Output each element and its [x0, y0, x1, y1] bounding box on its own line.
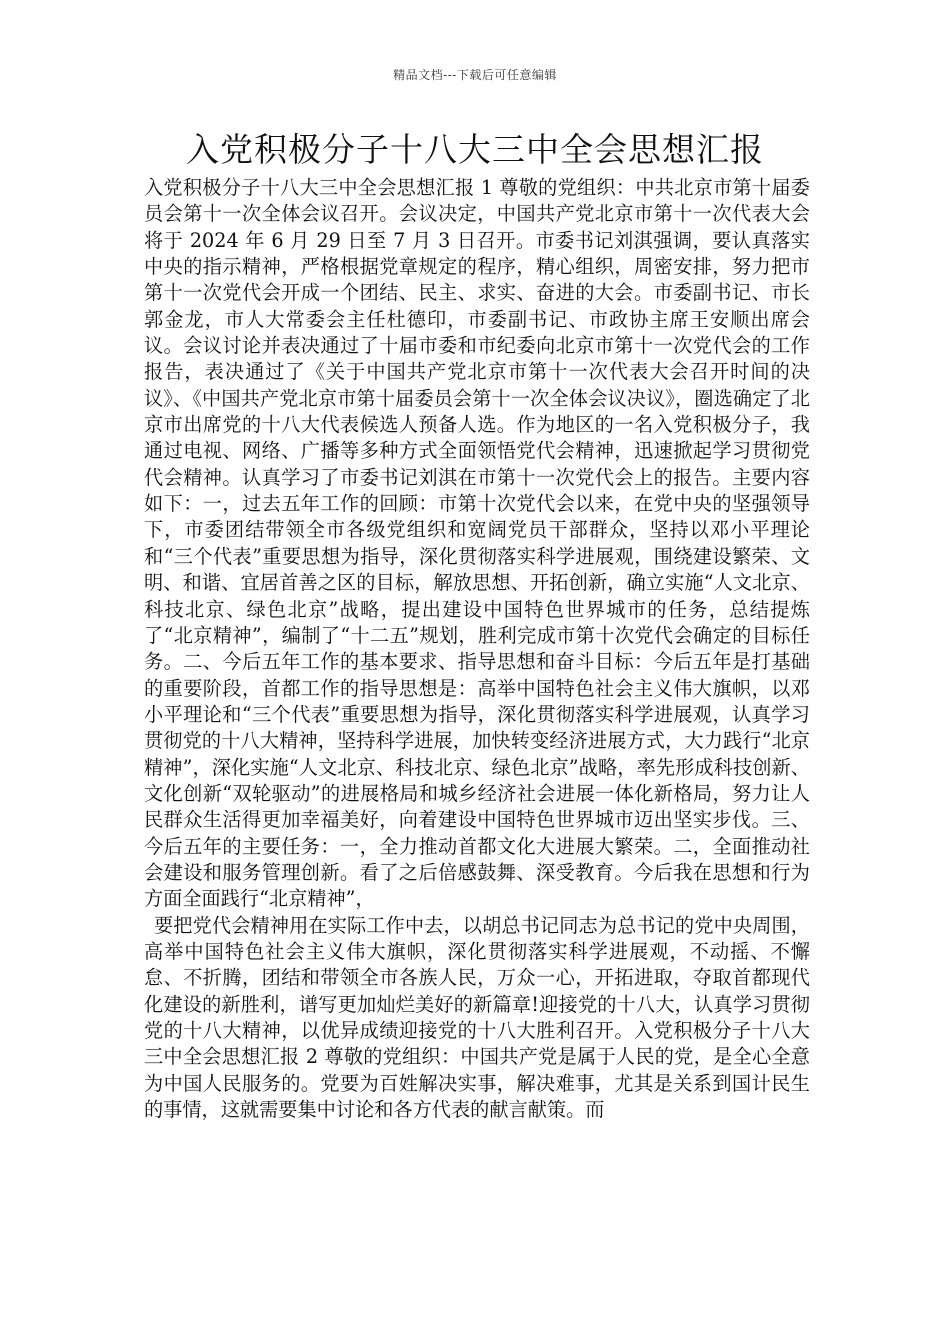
document-body — [144, 175, 810, 1123]
document-title: 入党积极分子十八大三中全会思想汇报 — [186, 130, 764, 169]
page-header: 精品文档---下载后可任意编辑 — [393, 68, 557, 82]
body-paragraph-1: 入党积极分子十八大三中全会思想汇报 1 尊敬的党组织：中共北京市第十届委员会第十一次全体会议召开。会议决定，中国共产党北京市第十一次代表大会将于 2024 年 6 月 29 日至 7 月 3 日召开。市委书记刘淇强调，要认真落实中央的指示精神，严格根据党章规定的程序，精心组织，周密安排，努力把市第十一次党代会开成一个团结、民主、求实、奋进的大会。市委副书记、市长郭金龙，市人大常委会主任杜德印，市委副书记、市政协主席王安顺出席会议。会议讨论并表决通过了十届市委和市纪委向北京市第十一次党代会的工作报告，表决通过了《关于中国共产党北京市第十一次代表大会召开时间的决议》、《中国共产党北京市第十届委员会第十一次全体会议决议》，圈选确定了北京市出席党的十八大代表候选人预备人选。作为地区的一名入党积极分子，我通过电视、网络、广播等多种方式全面领悟党代会精神，迅速掀起学习贯彻党代会精神。认真学习了市委书记刘淇在市第十一次党代会上的报告。主要内容如下：一，过去五年工作的回顾：市第十次党代会以来，在党中央的坚强领导下，市委团结带领全市各级党组织和宽阔党员干部群众，坚持以邓小平理论和“三个代表”重要思想为指导，深化贯彻落实科学进展观，围绕建设繁荣、文明、和谐、宜居首善之区的目标，解放思想、开拓创新，确立实施“人文北京、科技北京、绿色北京”战略，提出建设中国特色世界城市的任务，总结提炼了“北京精神”，编制了“十二五”规划，胜利完成市第十次党代会确定的目标任务。二、今后五年工作的基本要求、指导思想和奋斗目标：今后五年是打基础的重要阶段，首都工作的指导思想是：高举中国特色社会主义伟大旗帜，以邓小平理论和“三个代表”重要思想为指导，深化贯彻落实科学进展观，认真学习贯彻党的十八大精神，坚持科学进展，加快转变经济进展方式，大力践行“北京精神”，深化实施“人文北京、科技北京、绿色北京”战略，率先形成科技创新、文化创新“双轮驱动”的进展格局和城乡经济社会进展一体化新格局，努力让人民群众生活得更加幸福美好，向着建设中国特色世界城市迈出坚实步伐。三、今后五年的主要任务：一，全力推动首都文化大进展大繁荣。二，全面推动社会建设和服务管理创新。看了之后倍感鼓舞、深受教育。今后我在思想和行为方面全面践行“北京精神”， — [144, 176, 810, 911]
body-paragraph-2: 要把党代会精神用在实际工作中去，以胡总书记同志为总书记的党中央周围，高举中国特色社会主义伟大旗帜，深化贯彻落实科学进展观，不动摇、不懈怠、不折腾，团结和带领全市各族人民，万众一心，开拓进取，夺取首都现代化建设的新胜利，谱写更加灿烂美好的新篇章!迎接党的十八大，认真学习贯彻党的十八大精神，以优异成绩迎接党的十八大胜利召开。入党积极分子十八大三中全会思想汇报 2 尊敬的党组织：中国共产党是属于人民的党，是全心全意为中国人民服务的。党要为百姓解决实事，解决难事，尤其是关系到国计民生的事情，这就需要集中讨论和各方代表的献言献策。而 — [144, 913, 810, 1122]
